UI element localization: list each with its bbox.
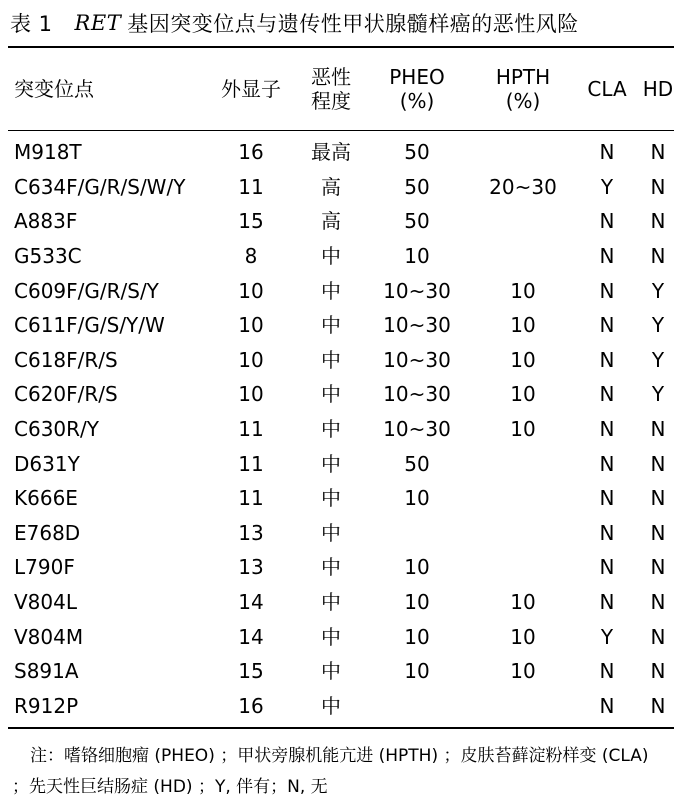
cell-site: C609F/G/R/S/Y <box>14 278 159 303</box>
cell-cla: N <box>599 451 615 476</box>
header-risk-line1: 恶性 <box>311 65 351 89</box>
cell-exon: 8 <box>244 244 258 269</box>
cell-risk: 中 <box>321 520 341 545</box>
cell-hpth: 10 <box>510 382 536 407</box>
table-row <box>8 377 680 412</box>
cell-pheo: 10 <box>404 659 430 684</box>
cell-hpth: 10 <box>510 659 536 684</box>
cell-exon: 13 <box>238 520 264 545</box>
cell-site: D631Y <box>14 451 80 476</box>
cell-site: C620F/R/S <box>14 382 118 407</box>
table-row <box>8 689 680 728</box>
cell-hd: Y <box>651 347 665 372</box>
cell-hpth <box>468 446 578 481</box>
cell-site: S891A <box>14 659 79 684</box>
cell-hd: N <box>650 624 666 649</box>
cell-exon: 11 <box>238 417 264 442</box>
cell-exon: 10 <box>238 347 264 372</box>
cell-cla: N <box>599 417 615 442</box>
cell-site: A883F <box>14 209 78 234</box>
cell-risk: 中 <box>321 590 341 615</box>
cell-risk: 中 <box>321 244 341 269</box>
table-row <box>8 170 680 205</box>
header-hpth-line2: (%) <box>505 89 541 113</box>
header-exon: 外显子 <box>221 77 281 101</box>
cell-cla: Y <box>600 624 614 649</box>
header-risk <box>296 48 366 130</box>
cell-exon: 15 <box>238 659 264 684</box>
table-row <box>8 204 680 239</box>
header-hd: HD <box>642 77 674 101</box>
cell-exon: 11 <box>238 451 264 476</box>
cell-hd: N <box>650 244 666 269</box>
cell-exon: 11 <box>238 486 264 511</box>
cell-hpth <box>468 204 578 239</box>
cell-risk: 中 <box>321 659 341 684</box>
cell-cla: N <box>599 590 615 615</box>
cell-hd: N <box>650 486 666 511</box>
cell-site: C634F/G/R/S/W/Y <box>14 174 186 199</box>
header-pheo-line2: (%) <box>399 89 435 113</box>
cell-pheo: 10 <box>404 555 430 580</box>
cell-hd: N <box>650 209 666 234</box>
cell-exon: 11 <box>238 174 264 199</box>
cell-site: R912P <box>14 693 79 718</box>
cell-hpth <box>468 689 578 728</box>
table-number: 表 1 <box>10 12 53 36</box>
table-footnote: 注：嗜铬细胞瘤 (PHEO) ；甲状旁腺机能亢进 (HPTH) ；皮肤苔藓淀粉样变 (CLA) ；先天性巨结肠症 (HD) ；Y, 伴有；N, 无 <box>12 746 649 798</box>
cell-hd: N <box>650 140 666 165</box>
cell-hd: N <box>650 520 666 545</box>
table-title: 基因突变位点与遗传性甲状腺髓样癌的恶性风险 <box>127 12 579 36</box>
cell-pheo: 50 <box>404 209 430 234</box>
cell-hd: N <box>650 555 666 580</box>
cell-hpth <box>468 550 578 585</box>
cell-site: L790F <box>14 555 75 580</box>
cell-pheo: 10~30 <box>383 382 451 407</box>
cell-risk: 中 <box>321 486 341 511</box>
cell-pheo: 10~30 <box>383 278 451 303</box>
header-pheo <box>366 48 468 130</box>
cell-risk: 高 <box>321 174 341 199</box>
cell-hpth: 10 <box>510 590 536 615</box>
cell-risk: 最高 <box>311 140 351 165</box>
table-row <box>8 412 680 447</box>
cell-cla: N <box>599 347 615 372</box>
cell-pheo: 50 <box>404 140 430 165</box>
cell-site: C618F/R/S <box>14 347 118 372</box>
cell-pheo: 10 <box>404 486 430 511</box>
cell-exon: 15 <box>238 209 264 234</box>
header-risk-line2: 程度 <box>311 89 351 113</box>
cell-hpth: 10 <box>510 417 536 442</box>
cell-cla: N <box>599 693 615 718</box>
cell-cla: N <box>599 244 615 269</box>
table-row <box>8 481 680 516</box>
cell-pheo <box>366 689 468 728</box>
cell-hd: N <box>650 174 666 199</box>
cell-site: V804M <box>14 624 84 649</box>
table-row <box>8 308 680 343</box>
cell-site: C630R/Y <box>14 417 99 442</box>
cell-hd: Y <box>651 278 665 303</box>
cell-pheo: 50 <box>404 174 430 199</box>
cell-cla: N <box>599 486 615 511</box>
cell-hd: Y <box>651 382 665 407</box>
ret-mutation-table-body <box>8 131 680 727</box>
cell-hpth <box>468 131 578 170</box>
cell-exon: 16 <box>238 140 264 165</box>
cell-risk: 中 <box>321 347 341 372</box>
cell-hpth: 10 <box>510 347 536 372</box>
table-row <box>8 239 680 274</box>
cell-risk: 中 <box>321 693 341 718</box>
table-body <box>8 131 680 727</box>
cell-pheo: 10 <box>404 590 430 615</box>
cell-cla: N <box>599 140 615 165</box>
cell-risk: 中 <box>321 451 341 476</box>
cell-exon: 10 <box>238 278 264 303</box>
cell-site: G533C <box>14 244 82 269</box>
cell-exon: 10 <box>238 382 264 407</box>
cell-hd: N <box>650 590 666 615</box>
cell-risk: 中 <box>321 624 341 649</box>
cell-pheo: 10 <box>404 624 430 649</box>
cell-exon: 16 <box>238 693 264 718</box>
cell-risk: 高 <box>321 209 341 234</box>
table-row <box>8 619 680 654</box>
cell-exon: 13 <box>238 555 264 580</box>
cell-pheo: 10 <box>404 244 430 269</box>
cell-pheo: 10~30 <box>383 347 451 372</box>
cell-cla: N <box>599 659 615 684</box>
header-hpth-line1: HPTH <box>495 65 551 89</box>
cell-hd: N <box>650 693 666 718</box>
cell-risk: 中 <box>321 382 341 407</box>
table-row <box>8 446 680 481</box>
gene-name: RET <box>74 11 122 35</box>
header-site: 突变位点 <box>14 77 94 101</box>
cell-site: E768D <box>14 520 81 545</box>
cell-cla: Y <box>600 174 614 199</box>
cell-risk: 中 <box>321 417 341 442</box>
cell-risk: 中 <box>321 278 341 303</box>
cell-cla: N <box>599 382 615 407</box>
cell-pheo: 50 <box>404 451 430 476</box>
cell-hpth <box>468 481 578 516</box>
cell-hd: N <box>650 659 666 684</box>
cell-hpth: 10 <box>510 278 536 303</box>
cell-hpth <box>468 239 578 274</box>
cell-cla: N <box>599 555 615 580</box>
cell-cla: N <box>599 278 615 303</box>
cell-hpth: 10 <box>510 624 536 649</box>
header-pheo-line1: PHEO <box>389 65 445 89</box>
cell-site: K666E <box>14 486 78 511</box>
table-header <box>8 48 680 130</box>
cell-pheo: 10~30 <box>383 417 451 442</box>
cell-hd: N <box>650 451 666 476</box>
cell-cla: N <box>599 520 615 545</box>
header-hpth <box>468 48 578 130</box>
cell-site: V804L <box>14 590 77 615</box>
table-row <box>8 654 680 689</box>
cell-exon: 14 <box>238 624 264 649</box>
table-row <box>8 516 680 551</box>
cell-exon: 10 <box>238 313 264 338</box>
table-row <box>8 273 680 308</box>
table-row <box>8 550 680 585</box>
table-row <box>8 131 680 170</box>
table-row <box>8 585 680 620</box>
cell-hpth: 10 <box>510 313 536 338</box>
cell-exon: 14 <box>238 590 264 615</box>
cell-site: C611F/G/S/Y/W <box>14 313 165 338</box>
ret-mutation-table <box>8 48 680 130</box>
cell-risk: 中 <box>321 313 341 338</box>
cell-site: M918T <box>14 140 82 165</box>
cell-hpth <box>468 516 578 551</box>
table-caption <box>8 0 674 46</box>
cell-pheo: 10~30 <box>383 313 451 338</box>
header-cla: CLA <box>587 77 627 101</box>
cell-cla: N <box>599 313 615 338</box>
cell-hpth: 20~30 <box>489 174 557 199</box>
cell-risk: 中 <box>321 555 341 580</box>
header-row <box>8 48 680 130</box>
cell-hd: Y <box>651 313 665 338</box>
cell-pheo <box>366 516 468 551</box>
table-row <box>8 343 680 378</box>
cell-cla: N <box>599 209 615 234</box>
cell-hd: N <box>650 417 666 442</box>
